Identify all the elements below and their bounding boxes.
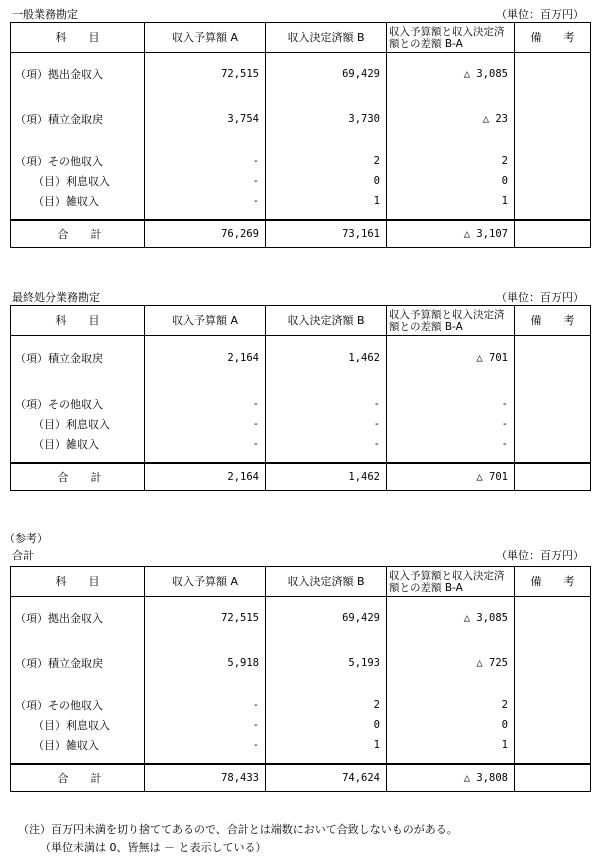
row-label: （項）積立金取戻 [11,106,145,133]
total-label: 合 計 [11,463,145,491]
gap-cell [266,88,387,106]
header-decided-b: 収入決定済額 B [266,567,387,597]
gap-cell [266,133,387,151]
spacer-cell [387,53,515,62]
header-diff: 収入予算額と収入決定済額との差額 B-A [387,23,515,53]
spacer-cell [145,53,266,62]
row-decided-b: 2 [266,151,387,171]
gap-cell [515,632,591,650]
total-budget-a: 2,164 [145,463,266,491]
spacer-cell [266,336,387,345]
row-label: （目）雑収入 [11,434,145,454]
row-decided-b: 1 [266,191,387,211]
total-row [11,220,591,248]
row-remarks [515,695,591,715]
spacer-row [11,336,591,345]
row-remarks [515,394,591,414]
row-budget-a: 5,918 [145,650,266,677]
row-label: （目）利息収入 [11,414,145,434]
gap-row [11,372,591,394]
spacer-row [11,454,591,463]
row-label: （目）雑収入 [11,735,145,755]
row-decided-b: 0 [266,171,387,191]
row-label: （目）雑収入 [11,191,145,211]
header-subject: 科 目 [11,567,145,597]
gap-cell [145,632,266,650]
gap-cell [515,372,591,394]
row-diff: △ 701 [387,344,515,372]
gap-cell [145,372,266,394]
row-label: （項）その他収入 [11,151,145,171]
spacer-row [11,53,591,62]
spacer-cell [387,211,515,220]
spacer-cell [145,211,266,220]
row-label: （目）利息収入 [11,171,145,191]
spacer-cell [11,53,145,62]
row-remarks [515,106,591,133]
gap-cell [11,372,145,394]
spacer-cell [145,336,266,345]
gap-row [11,677,591,695]
section1-table [10,22,591,248]
row-label: （項）積立金取戻 [11,650,145,677]
total-decided-b: 73,161 [266,220,387,248]
row-remarks [515,344,591,372]
row-diff: - [387,394,515,414]
total-budget-a: 76,269 [145,220,266,248]
row-diff: △ 725 [387,650,515,677]
gap-row [11,133,591,151]
row-label: （項）その他収入 [11,695,145,715]
row-decided-b: - [266,394,387,414]
table-row [11,434,591,454]
header-diff: 収入予算額と収入決定済額との差額 B-A [387,306,515,336]
row-diff: △ 3,085 [387,61,515,88]
header-decided-b: 収入決定済額 B [266,306,387,336]
header-budget-a: 収入予算額 A [145,306,266,336]
row-diff: △ 3,085 [387,605,515,632]
header-subject: 科 目 [11,306,145,336]
row-budget-a: - [145,414,266,434]
gap-row [11,88,591,106]
row-remarks [515,650,591,677]
row-budget-a: 2,164 [145,344,266,372]
spacer-cell [515,454,591,463]
row-budget-a: 72,515 [145,605,266,632]
section2-unit-label: （単位：百万円） [496,291,584,304]
row-label: （項）積立金取戻 [11,344,145,372]
spacer-cell [145,597,266,606]
spacer-cell [387,454,515,463]
total-row [11,764,591,792]
gap-cell [515,88,591,106]
total-diff: △ 701 [387,463,515,491]
row-budget-a: - [145,394,266,414]
spacer-cell [515,336,591,345]
spacer-cell [266,755,387,764]
table-row [11,414,591,434]
row-diff: - [387,434,515,454]
gap-cell [266,677,387,695]
table-row [11,151,591,171]
spacer-cell [387,755,515,764]
gap-cell [387,632,515,650]
spacer-cell [145,755,266,764]
section1-title: 一般業務勘定 [12,8,78,21]
row-diff: 0 [387,715,515,735]
table-row [11,61,591,88]
spacer-cell [11,336,145,345]
row-decided-b: 1,462 [266,344,387,372]
spacer-cell [11,755,145,764]
row-diff: 2 [387,151,515,171]
spacer-cell [145,454,266,463]
spacer-cell [11,211,145,220]
section2-table [10,305,591,491]
table-row [11,650,591,677]
row-remarks [515,171,591,191]
row-budget-a: 72,515 [145,61,266,88]
spacer-cell [266,597,387,606]
row-diff: 1 [387,735,515,755]
table-header-row [11,23,591,53]
total-decided-b: 74,624 [266,764,387,792]
row-diff: △ 23 [387,106,515,133]
spacer-cell [387,597,515,606]
row-label: （項）その他収入 [11,394,145,414]
section2-title: 最終処分業務勘定 [12,291,100,304]
gap-cell [11,133,145,151]
header-remarks: 備 考 [515,306,591,336]
total-remarks [515,220,591,248]
row-decided-b: 2 [266,695,387,715]
total-label: 合 計 [11,220,145,248]
total-diff: △ 3,107 [387,220,515,248]
footnote-line1: （注）百万円未満を切り捨ててあるので、合計とは端数において合致しないものがある。 [18,823,458,836]
row-remarks [515,735,591,755]
spacer-row [11,211,591,220]
header-budget-a: 収入予算額 A [145,567,266,597]
section3-body [11,597,591,792]
row-label: （項）拠出金収入 [11,605,145,632]
row-diff: 2 [387,695,515,715]
gap-cell [145,88,266,106]
total-remarks [515,463,591,491]
gap-cell [515,677,591,695]
table-row [11,605,591,632]
row-decided-b: 1 [266,735,387,755]
row-decided-b: 69,429 [266,605,387,632]
table-row [11,695,591,715]
total-decided-b: 1,462 [266,463,387,491]
row-remarks [515,715,591,735]
row-diff: 1 [387,191,515,211]
total-row [11,463,591,491]
row-diff: 0 [387,171,515,191]
row-budget-a: - [145,695,266,715]
spacer-cell [266,454,387,463]
section3-unit-label: （単位：百万円） [496,549,584,562]
row-remarks [515,414,591,434]
row-budget-a: - [145,735,266,755]
spacer-cell [515,755,591,764]
table-row [11,394,591,414]
gap-cell [145,133,266,151]
row-budget-a: - [145,715,266,735]
total-diff: △ 3,808 [387,764,515,792]
row-remarks [515,434,591,454]
table-row [11,715,591,735]
row-decided-b: - [266,414,387,434]
total-label: 合 計 [11,764,145,792]
table-row [11,191,591,211]
row-label: （項）拠出金収入 [11,61,145,88]
gap-cell [11,677,145,695]
header-subject: 科 目 [11,23,145,53]
gap-cell [11,88,145,106]
spacer-cell [266,53,387,62]
row-decided-b: 5,193 [266,650,387,677]
gap-cell [266,632,387,650]
row-decided-b: 0 [266,715,387,735]
row-label: （目）利息収入 [11,715,145,735]
row-decided-b: 3,730 [266,106,387,133]
section1-unit-label: （単位：百万円） [496,8,584,21]
table-row [11,106,591,133]
header-budget-a: 収入予算額 A [145,23,266,53]
row-budget-a: - [145,191,266,211]
gap-cell [387,677,515,695]
total-remarks [515,764,591,792]
row-budget-a: 3,754 [145,106,266,133]
row-decided-b: - [266,434,387,454]
table-row [11,171,591,191]
reference-label: （参考） [4,532,48,545]
spacer-row [11,755,591,764]
header-remarks: 備 考 [515,567,591,597]
header-decided-b: 収入決定済額 B [266,23,387,53]
section2-body [11,336,591,491]
row-decided-b: 69,429 [266,61,387,88]
gap-row [11,632,591,650]
gap-cell [266,372,387,394]
total-budget-a: 78,433 [145,764,266,792]
row-remarks [515,151,591,171]
row-remarks [515,61,591,88]
table-row [11,344,591,372]
spacer-cell [11,454,145,463]
table-row [11,735,591,755]
header-remarks: 備 考 [515,23,591,53]
spacer-cell [515,597,591,606]
row-budget-a: - [145,434,266,454]
table-header-row [11,567,591,597]
row-remarks [515,605,591,632]
gap-cell [387,372,515,394]
row-diff: - [387,414,515,434]
gap-cell [515,133,591,151]
spacer-cell [515,211,591,220]
header-diff: 収入予算額と収入決定済額との差額 B-A [387,567,515,597]
gap-cell [387,133,515,151]
footnote-line2: （単位未満は 0、皆無は － と表示している） [40,841,267,854]
gap-cell [11,632,145,650]
row-remarks [515,191,591,211]
gap-cell [145,677,266,695]
spacer-cell [387,336,515,345]
section3-title: 合計 [12,549,34,562]
spacer-row [11,597,591,606]
row-budget-a: - [145,151,266,171]
table-header-row [11,306,591,336]
section3-table [10,566,591,792]
gap-cell [387,88,515,106]
spacer-cell [266,211,387,220]
spacer-cell [515,53,591,62]
section1-body [11,53,591,248]
row-budget-a: - [145,171,266,191]
spacer-cell [11,597,145,606]
